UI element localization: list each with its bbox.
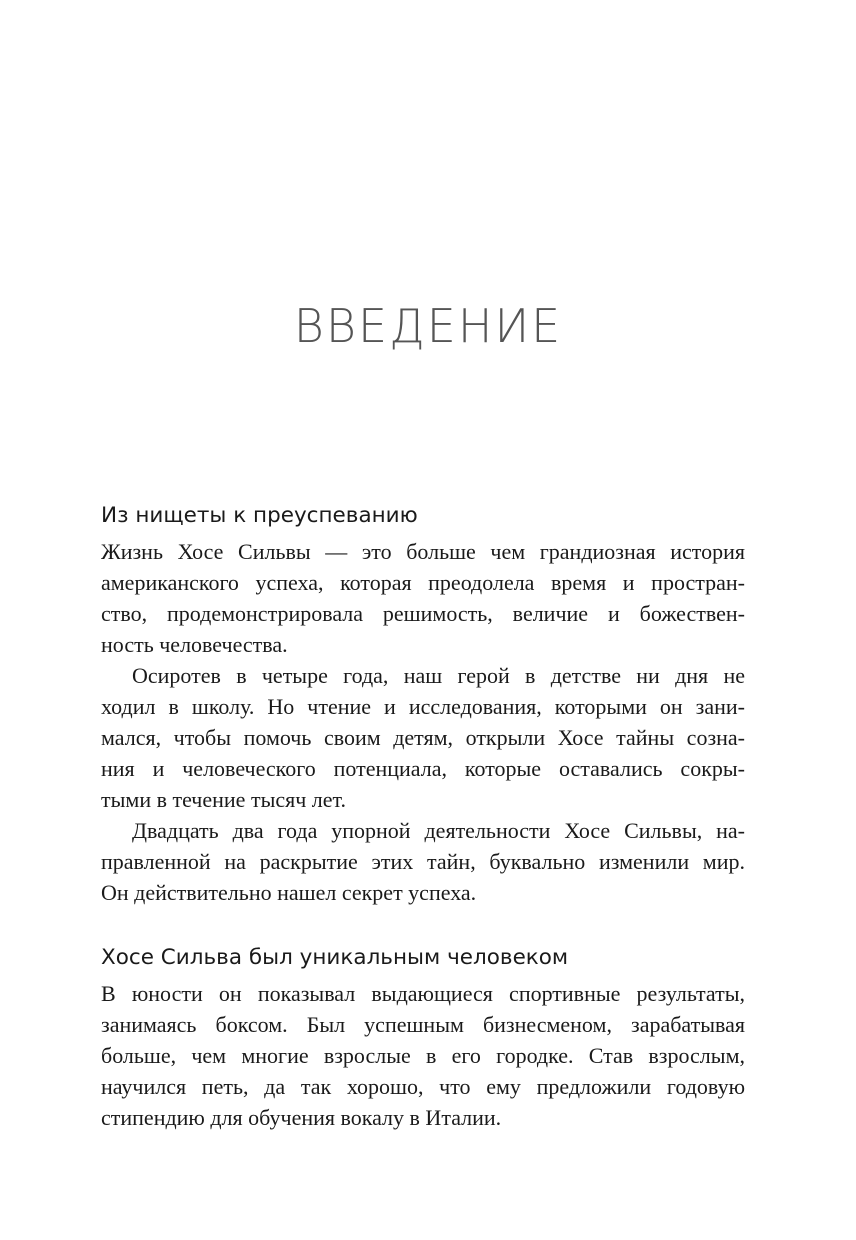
text-line: правленной на раскрытие этих тайн, буквально изменили мир. <box>101 849 745 874</box>
section-heading: Хосе Сильва был уникальным человеком <box>101 945 569 970</box>
paragraph <box>101 978 745 1133</box>
paragraph <box>101 660 745 815</box>
text-line: больше, чем многие взрослые в его городке. Став взрослым, <box>101 1043 745 1068</box>
paragraph <box>101 815 745 908</box>
section-from-poverty <box>101 496 745 908</box>
section-unique-person <box>101 938 745 1133</box>
text-line: стипендию для обучения вокалу в Италии. <box>101 1105 502 1130</box>
text-line: В юности он показывал выдающиеся спортивные результаты, <box>101 981 745 1006</box>
text-line: мался, чтобы помочь своим детям, открыли Хосе тайны созна- <box>101 725 745 750</box>
text-line: Осиротев в четыре года, наш герой в детстве ни дня не <box>132 663 745 688</box>
text-line: занимаясь боксом. Был успешным бизнесменом, зарабатывая <box>101 1012 745 1037</box>
chapter-title: ВВЕДЕНИЕ <box>293 299 563 353</box>
text-line: научился петь, да так хорошо, что ему предложили годовую <box>101 1074 745 1099</box>
text-line: тыми в течение тысяч лет. <box>101 787 346 812</box>
text-line: ходил в школу. Но чтение и исследования, которыми он зани- <box>101 694 745 719</box>
page-content <box>101 496 745 1163</box>
text-line: Двадцать два года упорной деятельности Хосе Сильвы, на- <box>132 818 745 843</box>
text-line: ния и человеческого потенциала, которые оставались сокры- <box>101 756 745 781</box>
paragraph <box>101 536 745 660</box>
text-line: Он действительно нашел секрет успеха. <box>101 880 477 905</box>
text-line: ность человечества. <box>101 632 288 657</box>
text-line: Жизнь Хосе Сильвы — это больше чем грандиозная история <box>101 539 745 564</box>
text-line: американского успеха, которая преодолела время и простран- <box>101 570 745 595</box>
text-line: ство, продемонстрировала решимость, величие и божествен- <box>101 601 745 626</box>
section-heading: Из нищеты к преуспеванию <box>101 503 418 528</box>
